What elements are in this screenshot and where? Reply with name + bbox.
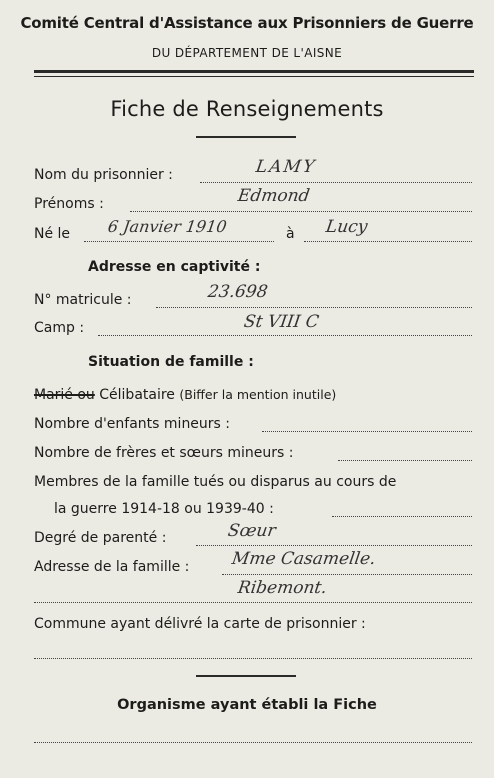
adresse-line-2 (34, 602, 472, 603)
marital-status-line (34, 387, 336, 403)
ne-value: 6 Janvier 1910 (106, 217, 228, 236)
membres-label-1: Membres de la famille tués ou disparus au cours de (34, 474, 397, 490)
section-divider (196, 675, 296, 677)
ne-line (84, 241, 274, 242)
parente-line (196, 545, 472, 546)
captivite-heading: Adresse en captivité : (88, 259, 261, 275)
marie-option: Marié ou (34, 387, 95, 403)
camp-line (98, 335, 472, 336)
famille-heading: Situation de famille : (88, 354, 254, 370)
adresse-line-1 (222, 574, 472, 575)
header-rule-thick (34, 70, 474, 73)
prenoms-line (130, 211, 472, 212)
enfants-label: Nombre d'enfants mineurs : (34, 416, 231, 432)
matricule-line (156, 307, 472, 308)
freres-label: Nombre de frères et sœurs mineurs : (34, 445, 294, 461)
membres-label-2: la guerre 1914-18 ou 1939-40 : (54, 501, 274, 517)
organisme-line (34, 742, 472, 743)
adresse-label: Adresse de la famille : (34, 559, 190, 575)
camp-value: St VIII C (242, 312, 321, 332)
matricule-value: 23.698 (206, 282, 269, 302)
organization-name: Comité Central d'Assistance aux Prisonniers de Guerre (20, 14, 474, 32)
ne-label: Né le (34, 226, 71, 242)
adresse-value-2: Ribemont. (236, 578, 329, 598)
biffer-note: (Biffer la mention inutile) (179, 387, 337, 402)
nom-line (200, 182, 472, 183)
commune-line (34, 658, 472, 659)
title-underline (196, 136, 296, 138)
nom-value: LAMY (254, 157, 318, 177)
camp-label: Camp : (34, 320, 85, 336)
lieu-line (304, 241, 472, 242)
footer-heading: Organisme ayant établi la Fiche (117, 697, 377, 713)
nom-label: Nom du prisonnier : (34, 167, 173, 183)
lieu-value: Lucy (324, 217, 369, 237)
department-name: DU DÉPARTEMENT DE L'AISNE (151, 46, 343, 60)
matricule-label: N° matricule : (34, 292, 132, 308)
a-label: à (286, 226, 295, 242)
prenoms-label: Prénoms : (34, 196, 104, 212)
parente-value: Sœur (226, 521, 277, 541)
enfants-line (262, 431, 472, 432)
membres-line (332, 516, 472, 517)
adresse-value-1: Mme Casamelle. (230, 549, 377, 569)
parente-label: Degré de parenté : (34, 530, 167, 546)
celibataire-option: Célibataire (99, 387, 175, 403)
freres-line (338, 460, 472, 461)
commune-label: Commune ayant délivré la carte de prisonnier : (34, 616, 366, 632)
header-rule-thin (34, 76, 474, 77)
prenoms-value: Edmond (236, 186, 311, 206)
page-title: Fiche de Renseignements (110, 97, 384, 121)
